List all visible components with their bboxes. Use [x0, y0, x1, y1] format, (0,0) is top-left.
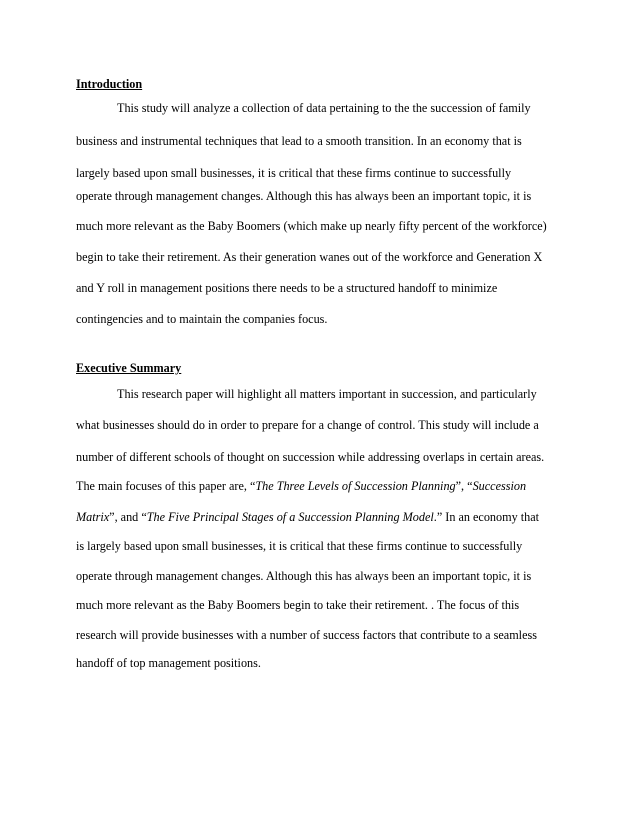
summary-line-4	[76, 478, 526, 494]
title-matrix: Matrix	[76, 510, 110, 524]
intro-line-3: largely based upon small businesses, it is critical that these firms continue to successfully	[76, 166, 512, 180]
summary-line-8: much more relevant as the Baby Boomers begin to take their retirement. . The focus of this	[76, 598, 520, 612]
summary-line-2: what businesses should do in order to prepare for a change of control. This study will include a	[76, 418, 539, 432]
summary-line-4-mid: ”, “	[455, 479, 473, 493]
summary-line-4-prefix: The main focuses of this paper are, “	[76, 479, 256, 493]
executive-summary-heading: Executive Summary	[76, 361, 182, 375]
summary-line-5-mid: ”, and “	[109, 510, 147, 524]
intro-line-1: This study will analyze a collection of data pertaining to the the succession of family	[117, 101, 531, 115]
title-succession: Succession	[472, 479, 527, 493]
summary-line-5	[76, 509, 539, 525]
title-three-levels: The Three Levels of Succession Planning	[255, 479, 456, 493]
intro-line-2: business and instrumental techniques that lead to a smooth transition. In an economy that is	[76, 134, 522, 148]
summary-line-5-suffix: .” In an economy that	[433, 510, 540, 524]
title-five-stages: The Five Principal Stages of a Succession Planning Model	[146, 510, 434, 524]
summary-line-3: number of different schools of thought on succession while addressing overlaps in certain areas.	[76, 450, 545, 464]
intro-line-8: contingencies and to maintain the companies focus.	[76, 312, 328, 326]
introduction-heading: Introduction	[76, 77, 143, 91]
intro-line-5: much more relevant as the Baby Boomers (which make up nearly fifty percent of the workforce)	[76, 219, 547, 233]
summary-line-10: handoff of top management positions.	[76, 656, 261, 670]
intro-line-7: and Y roll in management positions there needs to be a structured handoff to minimize	[76, 281, 498, 295]
intro-line-6: begin to take their retirement. As their generation wanes out of the workforce and Generation X	[76, 250, 543, 264]
intro-line-4: operate through management changes. Although this has always been an important topic, it is	[76, 189, 532, 203]
summary-line-1: This research paper will highlight all matters important in succession, and particularly	[117, 387, 537, 401]
summary-line-9: research will provide businesses with a number of success factors that contribute to a seamless	[76, 628, 537, 642]
summary-line-7: operate through management changes. Although this has always been an important topic, it is	[76, 569, 532, 583]
summary-line-6: is largely based upon small businesses, it is critical that these firms continue to successfully	[76, 539, 523, 553]
